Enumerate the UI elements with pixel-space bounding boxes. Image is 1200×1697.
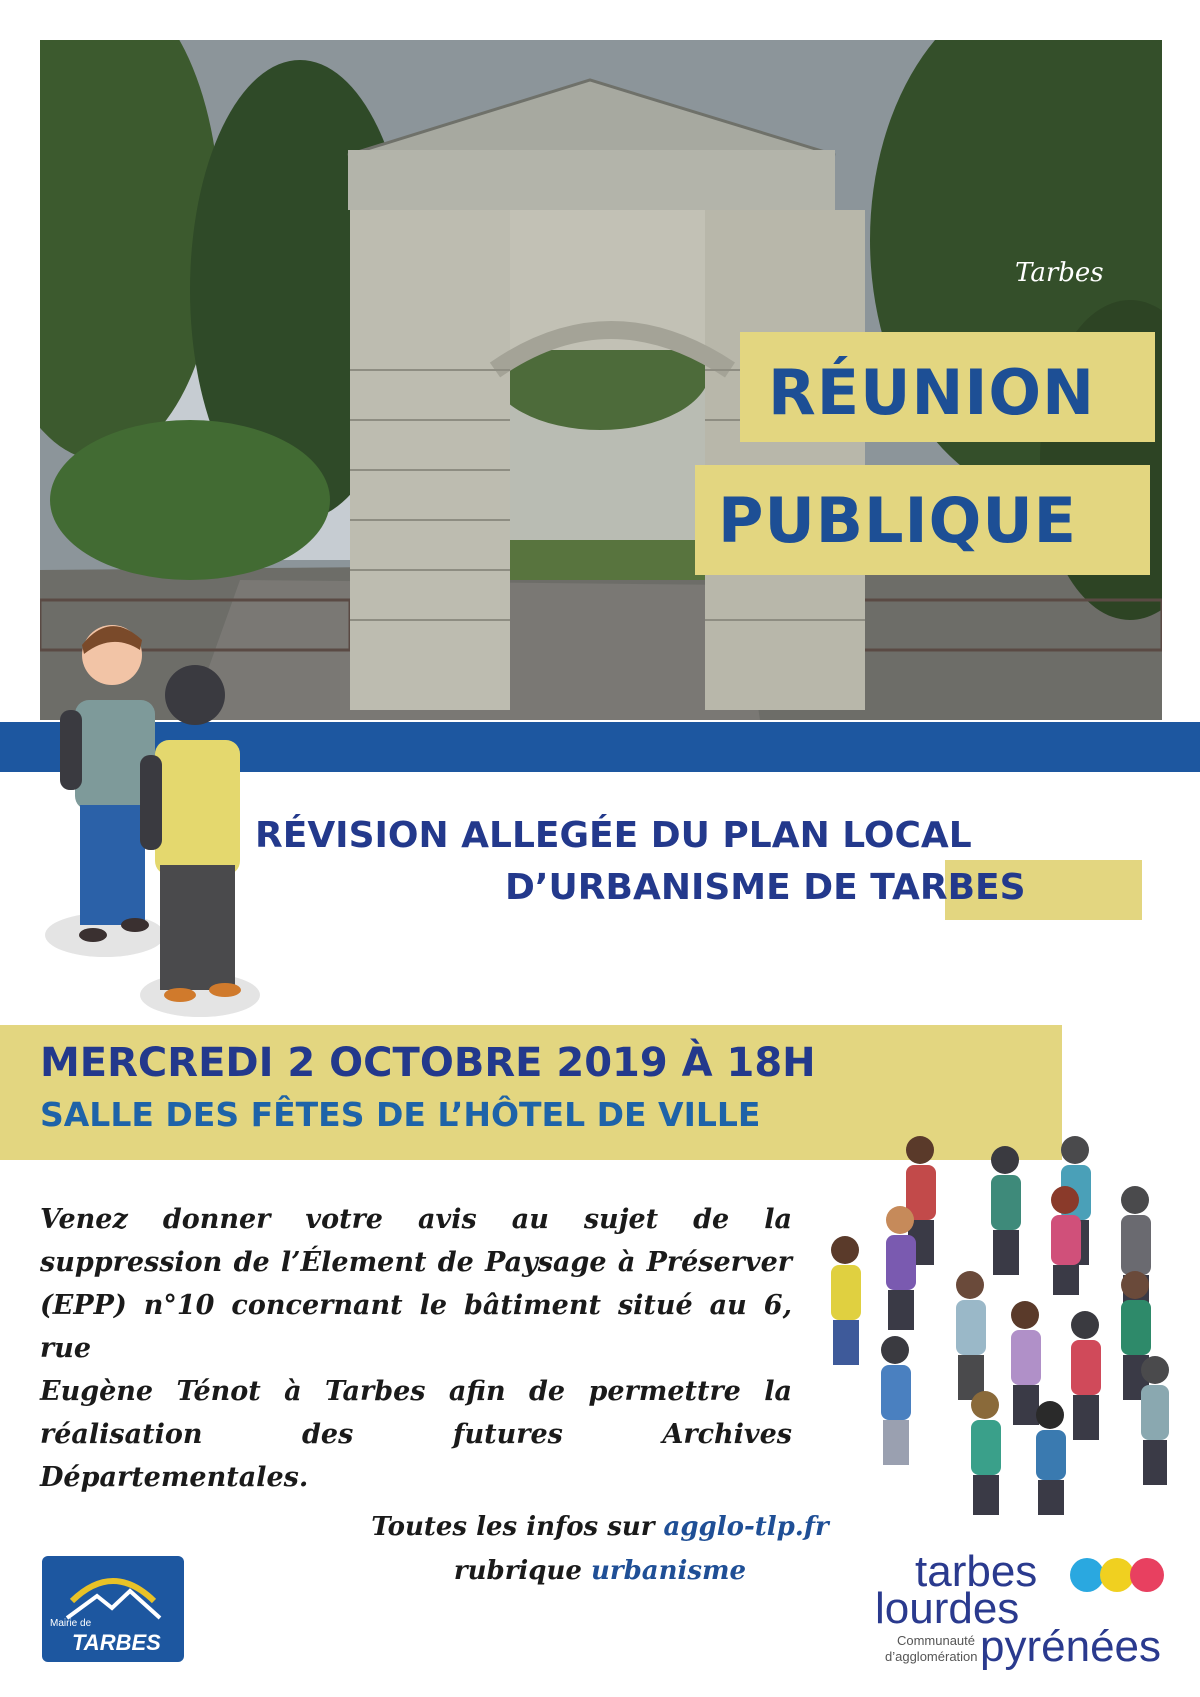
infos-line-2	[340, 1549, 860, 1593]
mairie-logo-line1: Mairie de	[50, 1618, 92, 1629]
agglo-logo-sub1: Communauté	[896, 1633, 975, 1648]
body-line: (EPP) n°10 concernant le bâtiment situé au 6, rue	[40, 1290, 792, 1364]
event-datetime: MERCREDI 2 OCTOBRE 2019 À 18H	[40, 1040, 816, 1086]
agglo-logo-word3: pyrénées	[980, 1622, 1162, 1671]
agglo-logo-word1: tarbes	[915, 1547, 1038, 1596]
website-link[interactable]: agglo-tlp.fr	[663, 1512, 829, 1542]
subject-line-2-prefix: D’URBANISME DE	[505, 867, 871, 908]
title-line-2: PUBLIQUE	[718, 484, 1078, 557]
body-paragraph	[40, 1198, 792, 1499]
infos-prefix: Toutes les infos sur	[371, 1512, 664, 1542]
subject-highlight: TARBES	[870, 867, 1026, 908]
agglo-logo-sub2: d’agglomération	[885, 1649, 978, 1664]
subject-line-1: RÉVISION ALLEGÉE DU PLAN LOCAL	[255, 815, 972, 856]
agglo-logo-sub	[885, 1633, 978, 1665]
infos-line2-prefix: rubrique	[453, 1556, 591, 1586]
infos-line-1	[340, 1505, 860, 1549]
body-line: réalisation des futures Archives Départementales.	[40, 1419, 792, 1493]
mairie-tarbes-logo	[42, 1556, 184, 1662]
title-line-1: RÉUNION	[768, 356, 1095, 429]
agglo-logo-word2: lourdes	[875, 1584, 1020, 1633]
body-line: Venez donner votre avis au sujet de la	[40, 1204, 792, 1235]
mairie-logo-line2: TARBES	[72, 1630, 161, 1655]
two-people-illustration	[20, 590, 280, 1030]
tarbes-lourdes-pyrenees-logo	[875, 1547, 1175, 1675]
subject-line-2	[505, 867, 1026, 908]
body-line: suppression de l’Élement de Paysage à Préserver	[40, 1247, 792, 1278]
section-link[interactable]: urbanisme	[590, 1556, 747, 1586]
crowd-illustration	[820, 1125, 1175, 1520]
place-label: Tarbes	[1015, 258, 1104, 288]
infos-block	[340, 1505, 860, 1593]
colored-circles-icon	[1065, 1555, 1175, 1595]
event-venue: SALLE DES FÊTES DE L’HÔTEL DE VILLE	[40, 1095, 761, 1134]
body-line: Eugène Ténot à Tarbes afin de permettre la	[40, 1376, 792, 1407]
